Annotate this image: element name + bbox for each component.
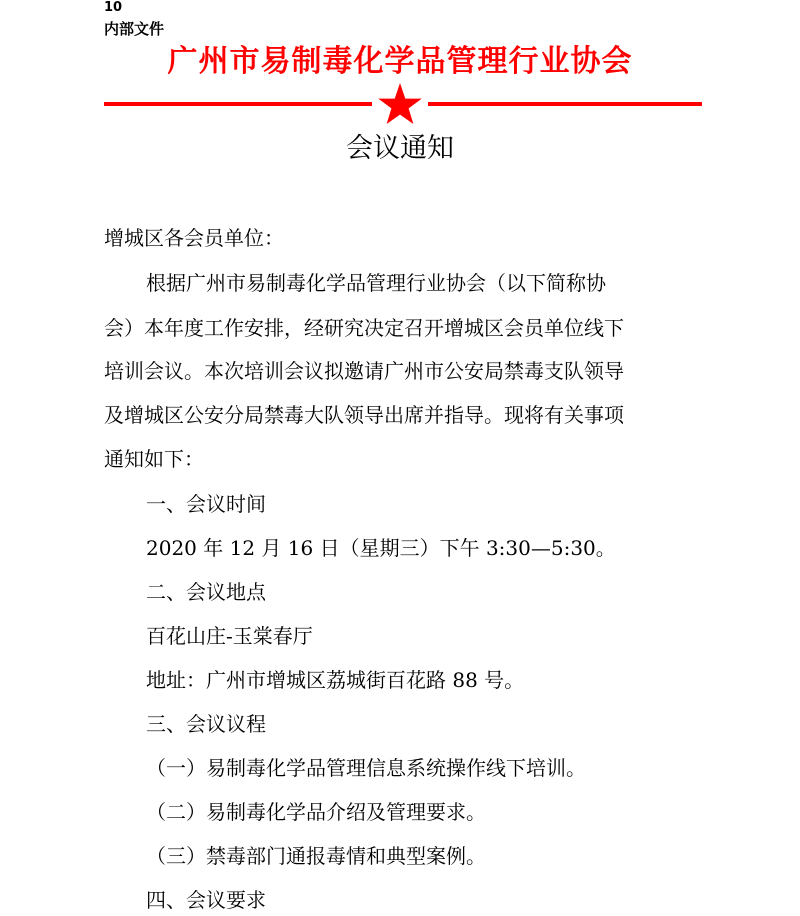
body-line-3: 培训会议。本次培训会议拟邀请广州市公安局禁毒支队领导 — [104, 359, 624, 383]
doc-number: 10 — [104, 0, 123, 15]
classification-label: 内部文件 — [104, 20, 165, 38]
red-divider-right — [428, 102, 702, 106]
notice-title: 会议通知 — [346, 133, 454, 164]
section-place-value: 百花山庄-玉棠春厅 — [146, 624, 313, 648]
agenda-item-2: （二）易制毒化学品介绍及管理要求。 — [146, 800, 486, 824]
salutation: 增城区各会员单位： — [104, 226, 284, 250]
red-star-icon — [377, 82, 423, 126]
section-place-heading: 二、会议地点 — [146, 580, 266, 604]
agenda-item-3: （三）禁毒部门通报毒情和典型案例。 — [146, 844, 486, 868]
body-line-4: 及增城区公安分局禁毒大队领导出席并指导。现将有关事项 — [104, 403, 624, 427]
section-time-heading: 一、会议时间 — [146, 492, 266, 516]
body-line-2: 会）本年度工作安排，经研究决定召开增城区会员单位线下 — [104, 316, 624, 340]
section-requirements-heading: 四、会议要求 — [146, 888, 266, 912]
org-title: 广州市易制毒化学品管理行业协会 — [167, 44, 633, 79]
section-agenda-heading: 三、会议议程 — [146, 712, 266, 736]
section-time-value: 2020 年 12 月 16 日（星期三）下午 3:30—5:30。 — [146, 536, 616, 560]
body-line-1: 根据广州市易制毒化学品管理行业协会（以下简称协 — [146, 271, 606, 295]
body-line-5: 通知如下： — [104, 447, 204, 471]
section-address: 地址：广州市增城区荔城街百花路 88 号。 — [146, 668, 525, 692]
red-divider-left — [104, 102, 372, 106]
agenda-item-1: （一）易制毒化学品管理信息系统操作线下培训。 — [146, 756, 586, 780]
